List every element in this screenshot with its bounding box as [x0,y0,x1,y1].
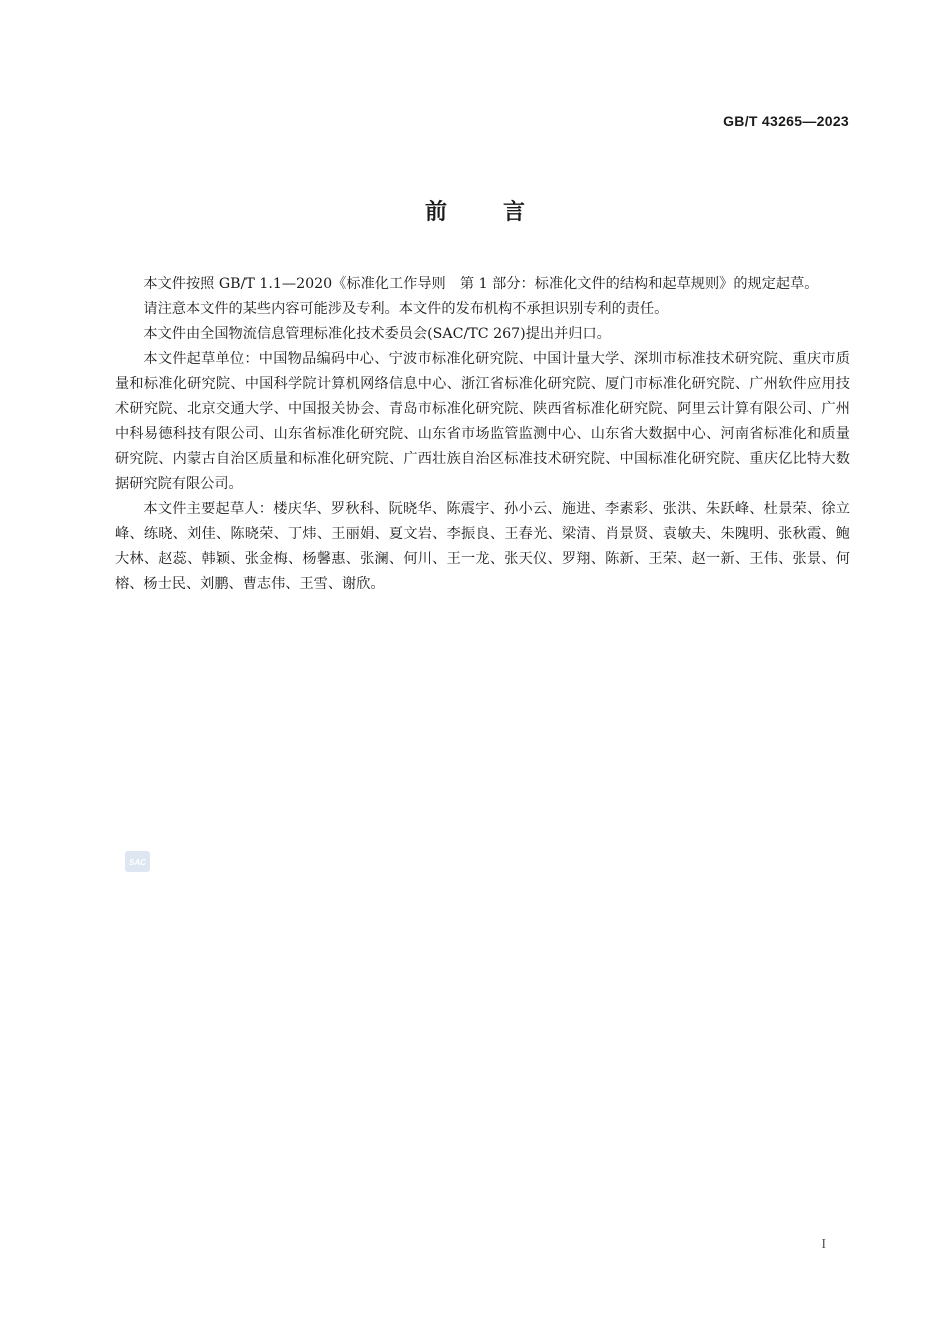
paragraph-proposer: 本文件由全国物流信息管理标准化技术委员会(SAC/TC 267)提出并归口。 [143,326,611,342]
sac-logo-icon [125,851,150,872]
document-body [115,272,850,597]
standard-code: GB/T 43265—2023 [723,113,849,129]
page-title: 前言 [424,200,581,225]
sac-logo-text: SAC [129,858,146,867]
page-number: I [821,1237,826,1252]
paragraph-patent-notice: 请注意本文件的某些内容可能涉及专利。本文件的发布机构不承担识别专利的责任。 [143,301,669,317]
paragraph-drafters: 本文件主要起草人：楼庆华、罗秋科、阮晓华、陈震宇、孙小云、施进、李素彩、张洪、朱跃峰、杜景荣、徐立峰、练晓、刘佳、陈晓荣、丁炜、王丽娟、夏文岩、李振良、王春光、梁清、肖景贤、袁敏夫、朱隗明、张秋霞、鲍大林、赵蕊、韩颖、张金梅、杨馨惠、张澜、何川、王一龙、张天仪、罗翔、陈新、王荣、赵一新、王伟、张景、何榕、杨士民、刘鹏、曹志伟、王雪、谢欣。 [115,501,850,592]
paragraph-drafting-units: 本文件起草单位：中国物品编码中心、宁波市标准化研究院、中国计量大学、深圳市标准技术研究院、重庆市质量和标准化研究院、中国科学院计算机网络信息中心、浙江省标准化研究院、厦门市标准化研究院、广州软件应用技术研究院、北京交通大学、中国报关协会、青岛市标准化研究院、陕西省标准化研究院、阿里云计算有限公司、广州中科易德科技有限公司、山东省标准化研究院、山东省市场监管监测中心、山东省大数据中心、河南省标准化和质量研究院、内蒙古自治区质量和标准化研究院、广西壮族自治区标准技术研究院、中国标准化研究院、重庆亿比特大数据研究院有限公司。 [115,351,850,492]
paragraph-drafting-rules: 本文件按照 GB/T 1.1—2020《标准化工作导则 第 1 部分：标准化文件的结构和起草规则》的规定起草。 [143,276,819,292]
